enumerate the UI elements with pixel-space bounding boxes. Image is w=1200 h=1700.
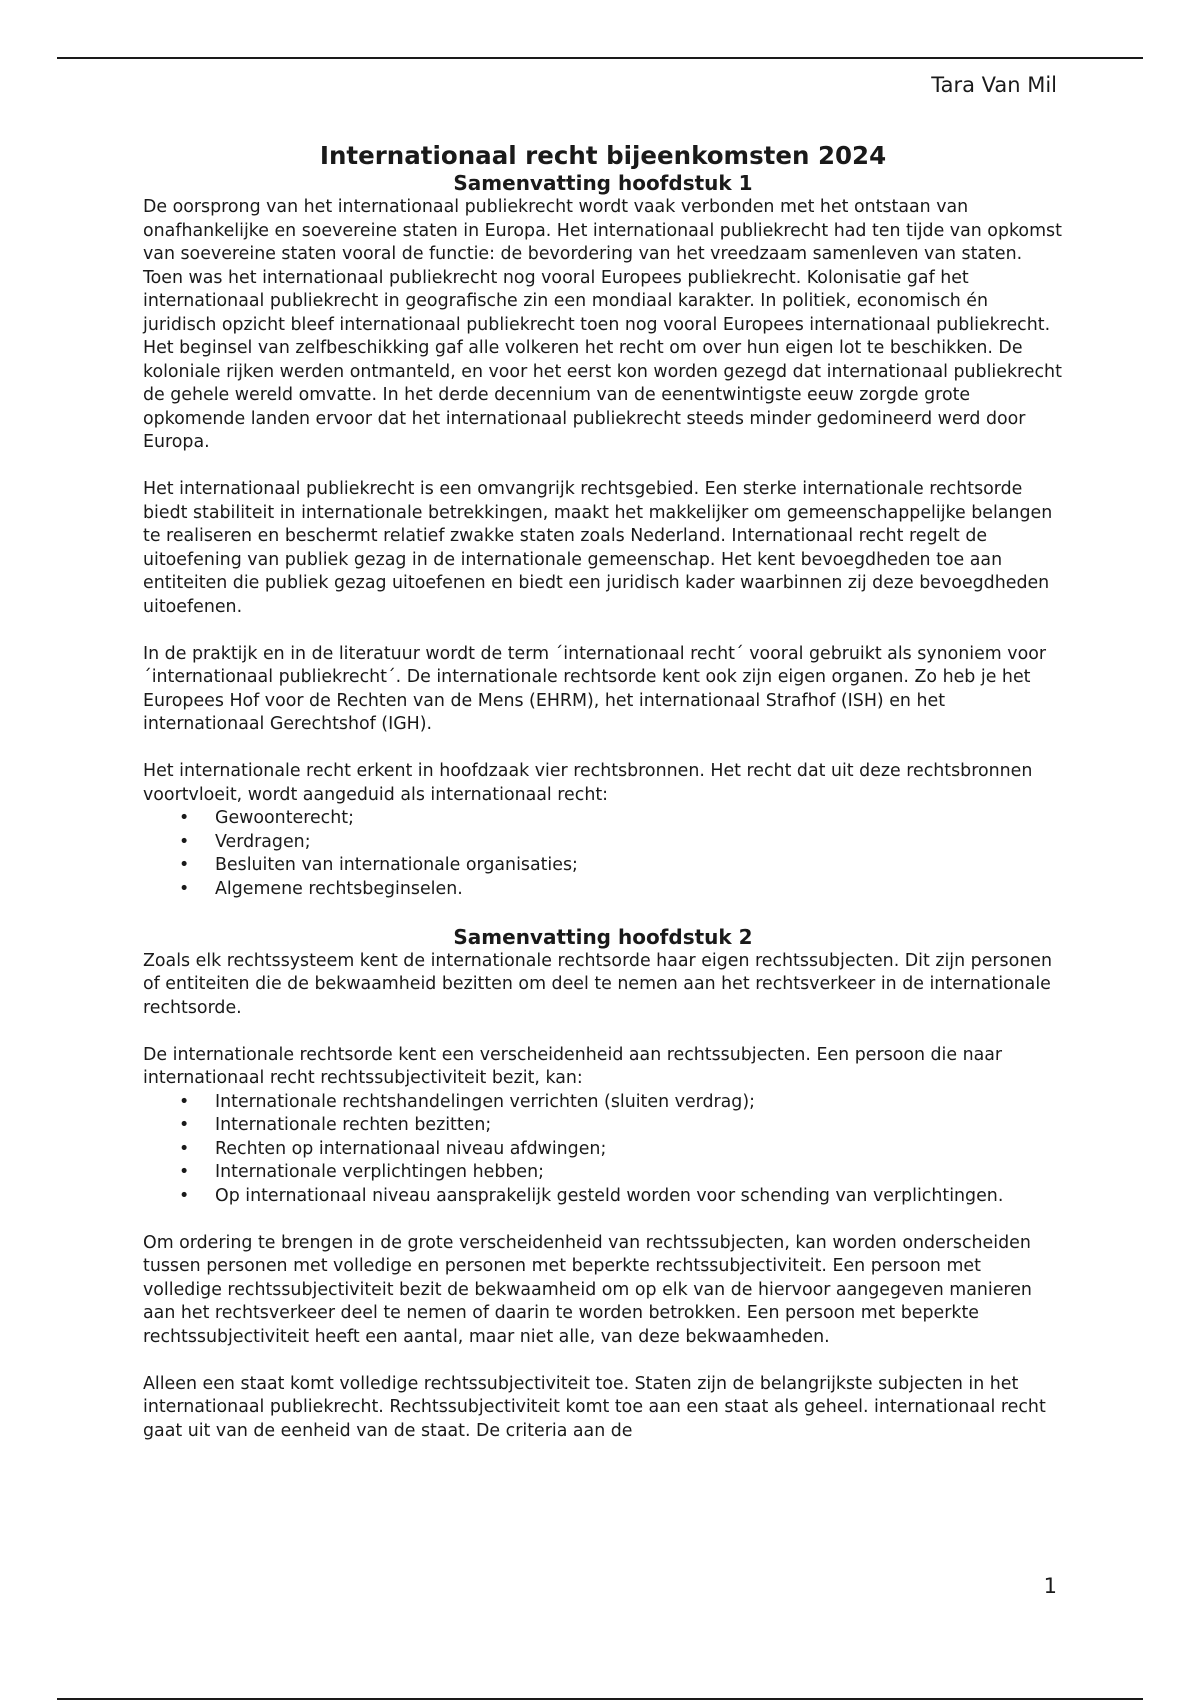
section-1-heading: Samenvatting hoofdstuk 1 (453, 171, 753, 195)
list-item: • Gewoonterecht; (215, 807, 1063, 831)
section-2-paragraph-1: Zoals elk rechtssysteem kent de internationale rechtsorde haar eigen rechtssubjecten. Dit zijn personen of entiteiten die de bekwaamheid bezitten om deel te nemen aan het rechtsverkeer in de internationale rechtsorde. (143, 950, 1052, 1018)
document-body (143, 141, 1063, 1443)
list-item: • Internationale rechten bezitten; (215, 1114, 1063, 1138)
bullet-icon: • (179, 808, 190, 828)
section-2-paragraph-4: Alleen een staat komt volledige rechtssubjectiviteit toe. Staten zijn de belangrijkste subjecten in het internationaal publiekrecht. Rechtssubjectiviteit komt toe aan een staat als geheel. internationaal recht gaat uit van de eenheid van de staat. De criteria aan de (143, 1373, 1046, 1441)
list-item: • Algemene rechtsbeginselen. (215, 878, 1063, 902)
section-1-bullet-list (143, 807, 1063, 901)
section-1-paragraph-4: Het internationale recht erkent in hoofdzaak vier rechtsbronnen. Het recht dat uit deze rechtsbronnen voortvloeit, wordt aangeduid als internationaal recht: (143, 761, 1033, 805)
section-1-paragraph-1: De oorsprong van het internationaal publiekrecht wordt vaak verbonden met het ontstaan van onafhankelijke en soevereine staten in Europa. Het internationaal publiekrecht had ten tijde van opkomst van soevereine staten vooral de functie: de bevordering van het vreedzaam samenleven van staten. Toen was het internationaal publiekrecht nog vooral Europees publiekrecht. Kolonisatie gaf het internationaal publiekrecht in geografische zin een mondiaal karakter. In politiek, economisch én juridisch opzicht bleef internationaal publiekrecht toen nog vooral Europees internationaal publiekrecht. Het beginsel van zelfbeschikking gaf alle volkeren het recht om over hun eigen lot te beschikken. De koloniale rijken werden ontmanteld, en voor het eerst kon worden gezegd dat internationaal publiekrecht de gehele wereld omvatte. In het derde decennium van de eenentwintigste eeuw zorgde grote opkomende landen ervoor dat het internationaal publiekrecht steeds minder gedomineerd werd door Europa. (143, 197, 1062, 452)
document-title: Internationaal recht bijeenkomsten 2024 (319, 141, 887, 170)
section-2-bullet-list (143, 1091, 1063, 1209)
header-rule (57, 57, 1143, 59)
bullet-icon: • (179, 1115, 190, 1135)
bullet-icon: • (179, 1185, 190, 1206)
header-author: Tara Van Mil (931, 73, 1057, 97)
list-item: • Verdragen; (215, 831, 1063, 855)
bullet-icon: • (179, 831, 190, 852)
list-item: • Besluiten van internationale organisaties; (215, 854, 1063, 878)
bullet-icon: • (179, 1162, 190, 1182)
section-1-paragraph-2: Het internationaal publiekrecht is een omvangrijk rechtsgebied. Een sterke internationale rechtsorde biedt stabiliteit in internationale betrekkingen, maakt het makkelijker om gemeenschappelijke belangen te realiseren en beschermt relatief zwakke staten zoals Nederland. Internationaal recht regelt de uitoefening van publiek gezag in de internationale gemeenschap. Het kent bevoegdheden toe aan entiteiten die publiek gezag uitoefenen en biedt een juridisch kader waarbinnen zij deze bevoegdheden uitoefenen. (143, 479, 1053, 617)
bullet-icon: • (179, 878, 190, 899)
section-2-paragraph-2: De internationale rechtsorde kent een verscheidenheid aan rechtssubjecten. Een persoon die naar internationaal recht rechtssubjectiviteit bezit, kan: (143, 1044, 1003, 1088)
bullet-icon: • (179, 1138, 190, 1159)
list-item: • Internationale verplichtingen hebben; (215, 1161, 1063, 1185)
page-number: 1 (1043, 1574, 1057, 1598)
section-2-heading: Samenvatting hoofdstuk 2 (453, 924, 753, 949)
bullet-icon: • (179, 1091, 190, 1112)
list-item: • Rechten op internationaal niveau afdwingen; (215, 1138, 1063, 1162)
section-2-paragraph-3: Om ordering te brengen in de grote verscheidenheid van rechtssubjecten, kan worden onderscheiden tussen personen met volledige en personen met beperkte rechtssubjectiviteit. Een persoon met volledige rechtssubjectiviteit bezit de bekwaamheid om op elk van de hiervoor aangegeven manieren aan het rechtsverkeer deel te nemen of daarin te worden betrokken. Een persoon met beperkte rechtssubjectiviteit heeft een aantal, maar niet alle, van deze bekwaamheden. (143, 1232, 1032, 1347)
list-item: • Internationale rechtshandelingen verrichten (sluiten verdrag); (215, 1091, 1063, 1115)
section-1-paragraph-3: In de praktijk en in de literatuur wordt de term ´internationaal recht´ vooral gebruikt als synoniem voor ´internationaal publiekrecht´. De internationale rechtsorde kent ook zijn eigen organen. Zo heb je het Europees Hof voor de Rechten van de Mens (EHRM), het internationaal Strafhof (ISH) en het internationaal Gerechtshof (IGH). (143, 643, 1046, 734)
bullet-icon: • (179, 855, 190, 875)
list-item: • Op internationaal niveau aansprakelijk gesteld worden voor schending van verplichtingen. (215, 1185, 1063, 1209)
